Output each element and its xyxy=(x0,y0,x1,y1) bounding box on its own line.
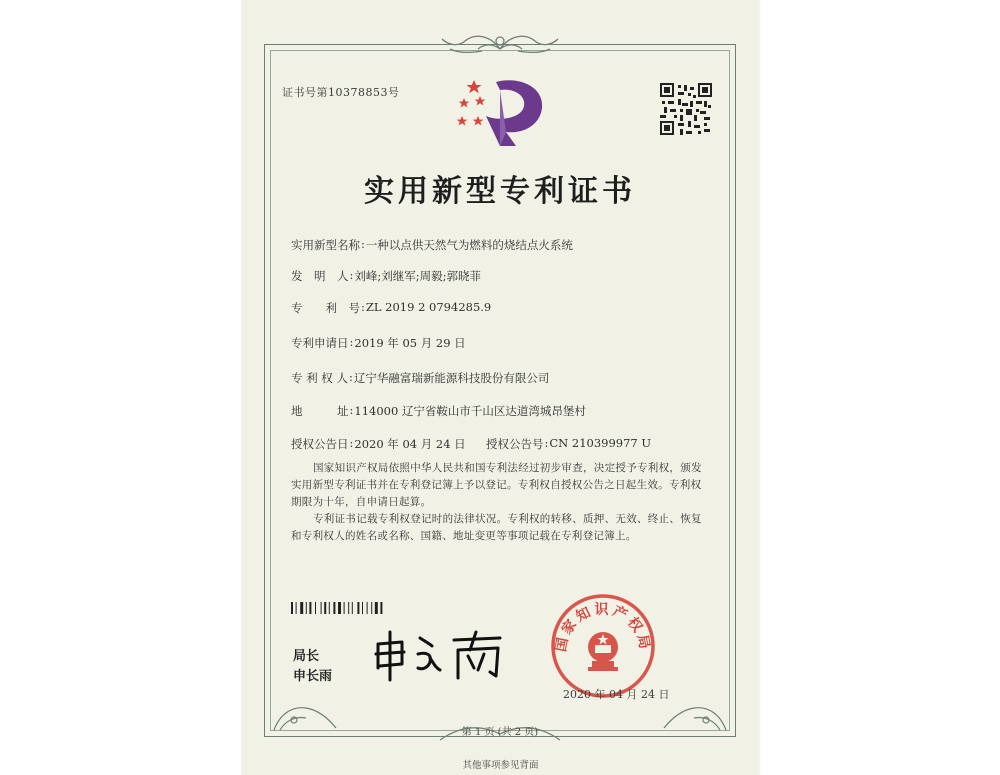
signature xyxy=(370,628,510,684)
field-application-date: 专利申请日 : 2019 年 05 月 29 日 xyxy=(291,335,466,350)
footnote: 其他事项参见背面 xyxy=(462,760,539,771)
statement-paragraph: 专利证书记载专利权登记时的法律状况。专利权的转移、质押、无效、终止、恢复和专利权人的姓名或名称、国籍、地址变更等事项记载在专利登记簿上。 xyxy=(291,513,702,542)
field-value: ZL 2019 2 0794285.9 xyxy=(365,300,492,314)
field-value: CN 210399977 U xyxy=(549,436,652,450)
field-patentee: 专 利 权 人 : 辽宁华融富瑞新能源科技股份有限公司 xyxy=(291,370,550,385)
top-ornament xyxy=(430,27,570,57)
field-label: 实用新型名称 xyxy=(291,238,360,252)
page-number: 第 1 页 (共 2 页) xyxy=(461,727,539,738)
field-value: 辽宁华融富瑞新能源科技股份有限公司 xyxy=(353,371,550,385)
field-patent-number: 专 利 号 : ZL 2019 2 0794285.9 xyxy=(291,300,492,315)
field-inventors: 发 明 人 : 刘峰;刘继军;周毅;郭晓菲 xyxy=(291,268,481,283)
field-label: 发 明 人 xyxy=(291,269,349,283)
seal-date: 2020 年 04 月 24 日 xyxy=(563,688,670,701)
field-value: 刘峰;刘继军;周毅;郭晓菲 xyxy=(354,269,481,283)
field-label: 授权公告日 xyxy=(291,437,349,451)
field-address: 地 址 : 114000 辽宁省鞍山市千山区达道湾城昂堡村 xyxy=(291,403,586,418)
field-value: 2019 年 05 月 29 日 xyxy=(354,336,466,350)
cnipa-logo-icon xyxy=(456,76,548,148)
field-value: 2020 年 04 月 24 日 xyxy=(354,437,466,451)
official-seal-icon xyxy=(548,593,658,699)
field-grant-number: 授权公告号 : CN 210399977 U xyxy=(486,436,652,451)
certificate-number: 证书号第10378853号 xyxy=(282,86,400,99)
seal-text: 国家知识产权局 xyxy=(553,602,653,654)
field-label: 授权公告号 xyxy=(486,437,544,451)
field-name: 实用新型名称 : 一种以点供天然气为燃料的烧结点火系统 xyxy=(291,237,573,252)
field-grant-date: 授权公告日 : 2020 年 04 月 24 日 xyxy=(291,436,466,451)
field-value: 114000 辽宁省鞍山市千山区达道湾城昂堡村 xyxy=(354,404,586,418)
director-title: 局长 xyxy=(293,649,320,664)
barcode-icon xyxy=(291,602,401,614)
director-name: 申长雨 xyxy=(293,669,333,684)
field-label: 专利申请日 xyxy=(291,336,349,350)
field-label: 地 址 xyxy=(291,404,349,418)
field-value: 一种以点供天然气为燃料的烧结点火系统 xyxy=(365,238,573,252)
certificate-title: 实用新型专利证书 xyxy=(364,174,636,209)
statement-paragraph: 国家知识产权局依照中华人民共和国专利法经过初步审查，决定授予专利权，颁发实用新型专利证书并在专利登记簿上予以登记。专利权自授权公告之日起生效。专利权期限为十年，自申请日起算。 xyxy=(291,462,702,508)
field-label: 专 利 号 xyxy=(291,301,360,315)
field-label: 专 利 权 人 xyxy=(291,371,348,385)
qr-code-icon xyxy=(660,83,712,135)
